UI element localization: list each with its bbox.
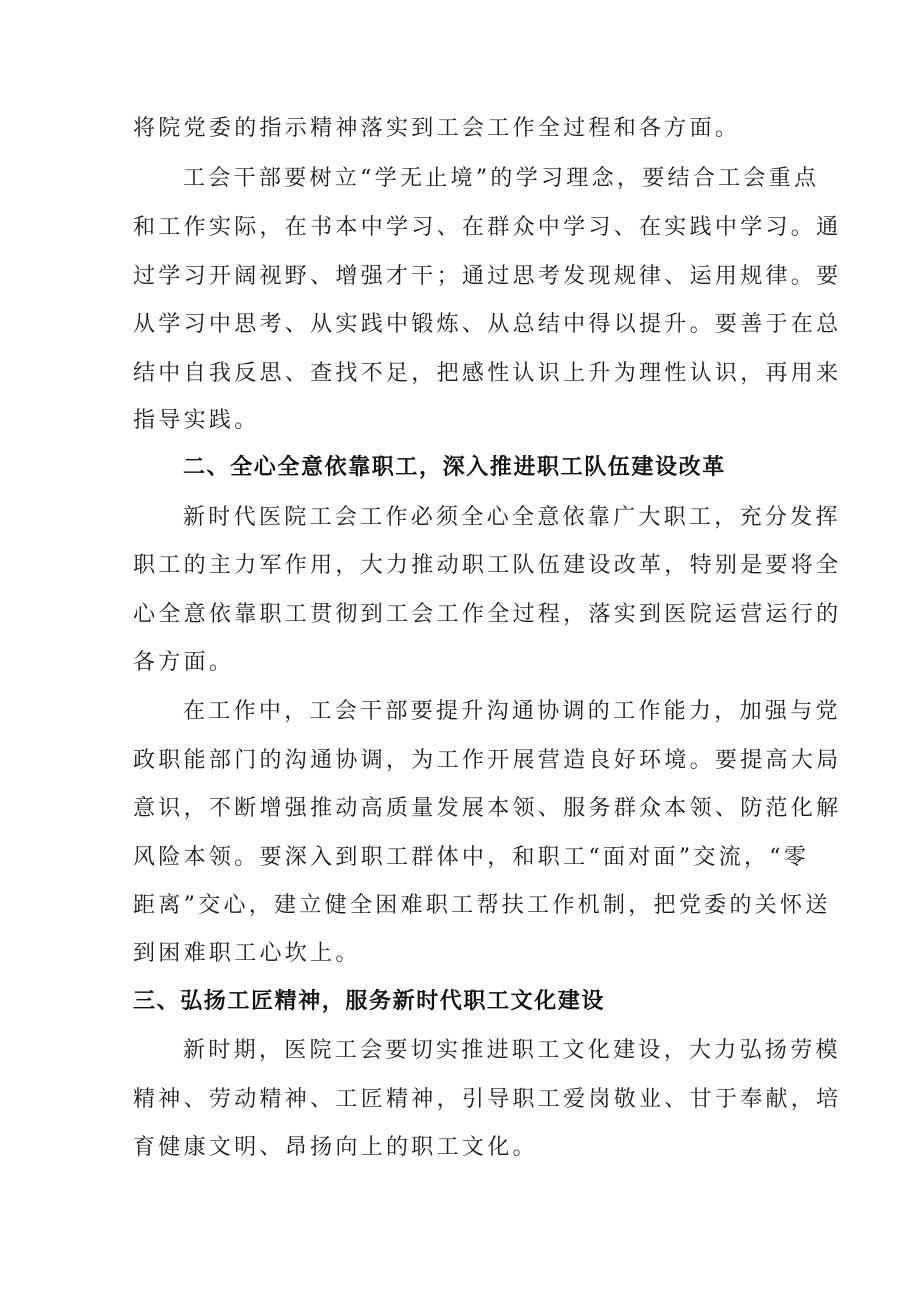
text-line: 各方面。 (133, 650, 235, 675)
text-line: 意识，不断增强推动高质量发展本领、服务群众本领、防范化解 (133, 796, 842, 821)
text-line: 精神、劳动精神、工匠精神，引导职工爱岗敬业、甘于奉献，培 (133, 1087, 842, 1112)
text-line: 从学习中思考、从实践中锻炼、从总结中得以提升。要善于在总 (133, 312, 842, 337)
section-heading: 三、弘扬工匠精神，服务新时代职工文化建设 (133, 989, 606, 1014)
section-heading: 二、全心全意依靠职工，深入推进职工队伍建设改革 (183, 455, 726, 480)
text-line: 风险本领。要深入到职工群体中，和职工“面对面”交流，“零 (133, 845, 810, 870)
text-line: 将院党委的指示精神落实到工会工作全过程和各方面。 (133, 116, 741, 141)
text-line: 指导实践。 (133, 408, 260, 433)
text-line: 到困难职工心坎上。 (133, 941, 361, 966)
text-line: 工会干部要树立“学无止境”的学习理念，要结合工会重点 (183, 166, 820, 191)
text-line: 在工作中，工会干部要提升沟通协调的工作能力，加强与党 (183, 699, 841, 724)
text-line: 政职能部门的沟通协调，为工作开展营造良好环境。要提高大局 (133, 748, 842, 773)
text-line: 和工作实际，在书本中学习、在群众中学习、在实践中学习。通 (133, 215, 842, 240)
text-line: 新时代医院工会工作必须全心全意依靠广大职工，充分发挥 (183, 505, 841, 530)
text-line: 距离”交心，建立健全困难职工帮扶工作机制，把党委的关怀送 (133, 893, 831, 918)
text-line: 职工的主力军作用，大力推动职工队伍建设改革，特别是要将全 (133, 553, 842, 578)
text-line: 过学习开阔视野、增强才干；通过思考发现规律、运用规律。要 (133, 264, 842, 289)
text-line: 新时期，医院工会要切实推进职工文化建设，大力弘扬劳模 (183, 1038, 841, 1063)
text-line: 育健康文明、昂扬向上的职工文化。 (133, 1135, 538, 1160)
text-line: 结中自我反思、查找不足，把感性认识上升为理性认识，再用来 (133, 361, 842, 386)
text-line: 心全意依靠职工贯彻到工会工作全过程，落实到医院运营运行的 (133, 602, 842, 627)
